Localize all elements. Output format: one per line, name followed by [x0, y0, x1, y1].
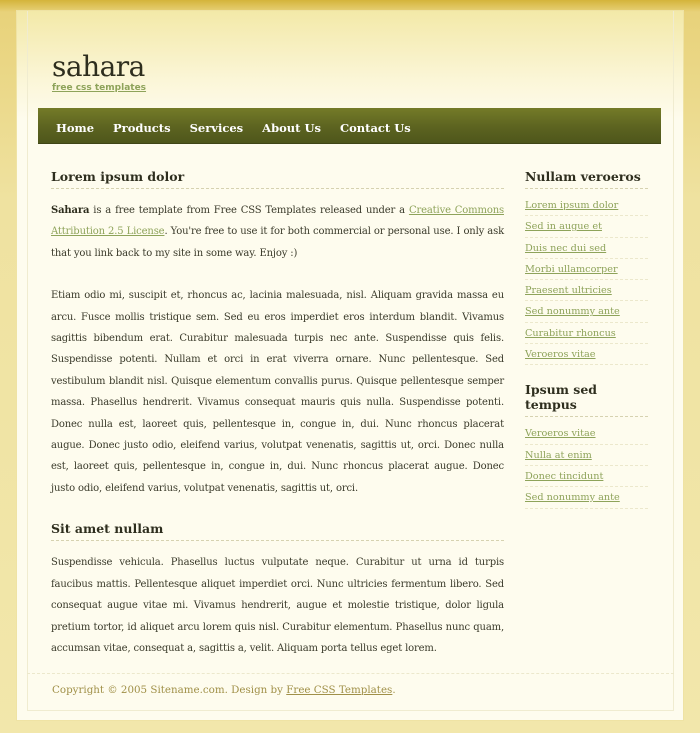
sidebar-link[interactable]: Morbi ullamcorper [525, 263, 618, 275]
sidebar-link[interactable]: Sed in augue et [525, 221, 602, 233]
footer [27, 673, 674, 696]
sidebar-link[interactable]: Duis nec dui sed [525, 242, 607, 254]
sidebar-link[interactable]: Praesent ultricies [525, 285, 612, 297]
intro-text-1: is a free template from Free CSS Templates released under a [89, 205, 409, 216]
section-heading-sit-amet: Sit amet nullam [51, 521, 504, 541]
main-navigation [38, 108, 661, 144]
list-item [525, 344, 648, 365]
site-title[interactable]: sahara [52, 50, 145, 83]
sidebar-link[interactable]: Veroeros vitae [525, 428, 596, 440]
body-paragraph-2: Suspendisse vehicula. Phasellus luctus vulputate neque. Curabitur ut urna id turpis faucibus mattis. Pellentesque aliquet imperdiet orci. Nunc ultricies fermentum libero. Sed consequat augue vitae mi. Vivamus hendrerit, augue et molestie tristique, dolor ligula pretium tortor, id aliquet arcu lorem quis nisl. Curabitur elementum. Phasellus nunc quam, accumsan vitae, consequat a, sagittis a, velit. Aliquam porta tellus eget lorem. [51, 557, 504, 654]
list-item [525, 301, 648, 322]
sidebar-link[interactable]: Nulla at enim [525, 449, 592, 461]
footer-copyright: Copyright © 2005 Sitename.com. Design by [52, 684, 287, 696]
intro-brand: Sahara [51, 205, 90, 216]
footer-period: . [392, 684, 396, 696]
sidebar-link[interactable]: Lorem ipsum dolor [525, 200, 619, 211]
sidebar-link[interactable]: Veroeros vitae [525, 349, 596, 361]
nav-products[interactable]: Products [113, 120, 171, 135]
list-item [525, 195, 648, 216]
sidebar-link[interactable]: Sed nonummy ante [525, 306, 620, 318]
list-item [525, 216, 648, 237]
sidebar-link[interactable]: Curabitur rhoncus [525, 327, 616, 339]
nav-services[interactable]: Services [189, 120, 244, 135]
nav-contact-us[interactable]: Contact Us [339, 120, 411, 135]
page-frame [16, 10, 684, 721]
list-item [525, 238, 648, 259]
site-logo [52, 51, 146, 93]
sidebar-heading-1: Nullam veroeros [525, 169, 648, 189]
list-item [525, 280, 648, 301]
intro-paragraph [51, 200, 504, 264]
footer-design-link[interactable]: Free CSS Templates [286, 684, 393, 696]
nav-about-us[interactable]: About Us [262, 120, 321, 135]
sidebar [525, 169, 648, 526]
main-content [51, 169, 504, 659]
section-heading-lorem: Lorem ipsum dolor [51, 169, 504, 189]
sidebar-list-1 [525, 195, 648, 365]
body-paragraph: Etiam odio mi, suscipit et, rhoncus ac, lacinia malesuada, nisl. Aliquam gravida massa eu arcu. Fusce mollis tristique sem. Sed eu eros imperdiet eros interdum blandit. Vivamus sagittis bibendum erat. Curabitur malesuada turpis nec ante. Suspendisse quis felis. Suspendisse potenti. Nullam et orci in erat viverra ornare. Nunc pellentesque. Sed vestibulum blandit nisl. Quisque elementum convallis purus. Quisque pellentesque semper massa. Phasellus hendrerit. Vivamus consequat mauris quis nulla. Suspendisse potenti. Donec nulla est, laoreet quis, pellentesque in, congue in, dui. Nunc rhoncus placerat augue. Donec justo odio, eleifend varius, volutpat venenatis, sagittis ut, orci. Donec nulla est, laoreet quis, pellentesque in, congue in, dui. Nunc rhoncus placerat augue. Donec justo odio, eleifend varius, volutpat venenatis, sagittis ut, orci. [51, 290, 504, 494]
site-tagline-link[interactable]: free css templates [52, 83, 147, 93]
list-item [525, 445, 648, 466]
sidebar-heading-2: Ipsum sed tempus [525, 382, 648, 417]
list-item [525, 259, 648, 280]
intro-text-2: . You're free to use it for both commercial or personal use. I only ask that you link back to my site in some way. Enjoy :) [51, 226, 504, 259]
sidebar-link[interactable]: Donec tincidunt [525, 470, 604, 482]
list-item [525, 323, 648, 344]
list-item [525, 423, 648, 444]
sidebar-link[interactable]: Sed nonummy ante [525, 492, 620, 504]
sidebar-list-2 [525, 423, 648, 508]
nav-home[interactable]: Home [56, 120, 95, 135]
list-item [525, 487, 648, 508]
license-link[interactable]: Creative Commons Attribution 2.5 License [51, 205, 504, 238]
list-item [525, 466, 648, 487]
